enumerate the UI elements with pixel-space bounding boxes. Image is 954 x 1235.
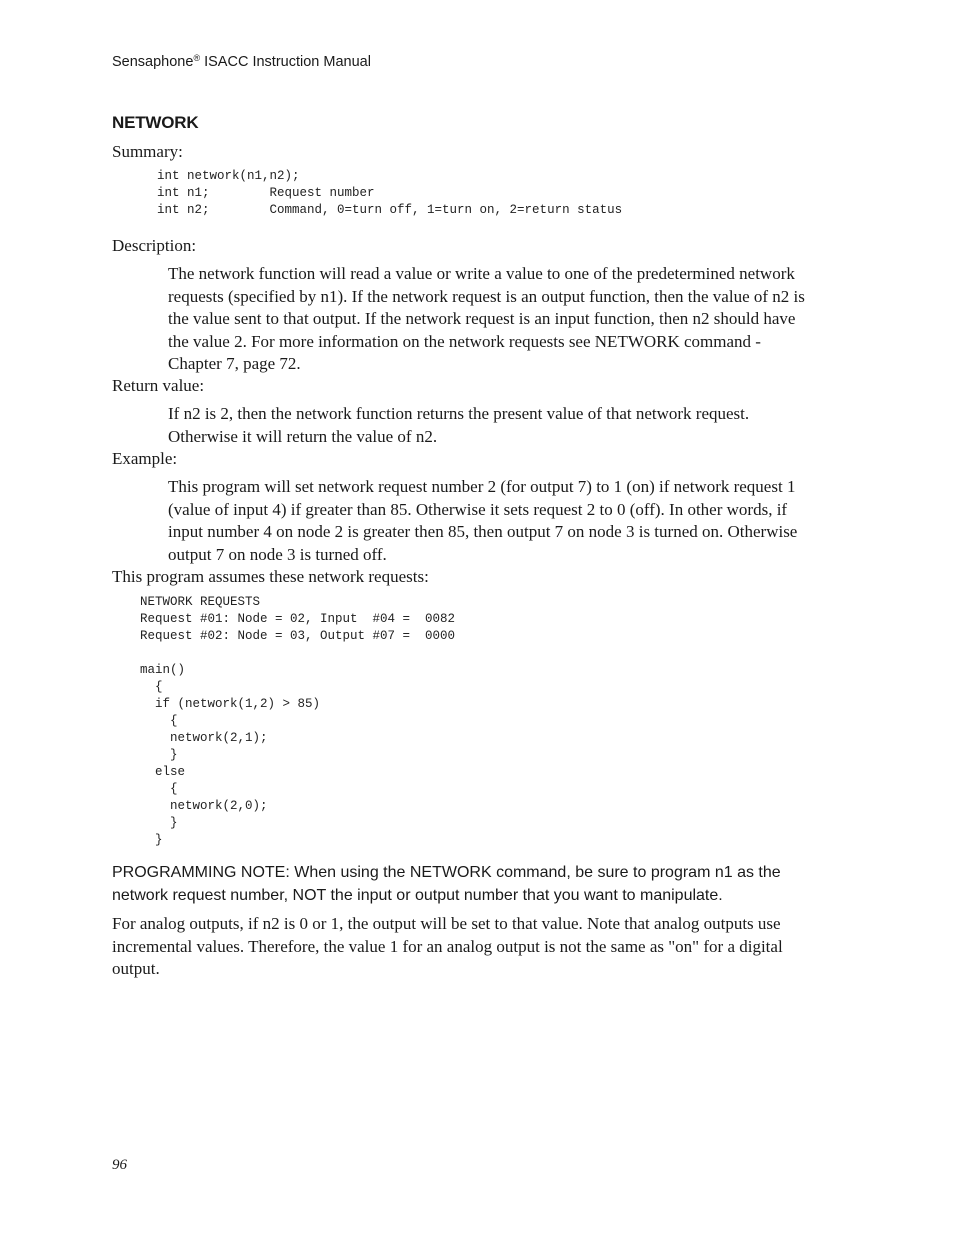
summary-label: Summary: xyxy=(112,142,183,161)
summary-code: int network(n1,n2); int n1; Request number int n2; Command, 0=turn off, 1=turn on, 2=return status xyxy=(157,169,623,217)
description-text: The network function will read a value or write a value to one of the predetermined network requests (specified by n1). If the network request is an output function, then the value of n2 is the value sent to that output. If the network request is an input function, then n2 should have the value 2. For more information on the network requests see NETWORK command - Chapter 7, page 72. xyxy=(168,264,805,373)
running-header xyxy=(112,53,371,70)
return-value-label: Return value: xyxy=(112,376,205,395)
analog-note: For analog outputs, if n2 is 0 or 1, the output will be set to that value. Note that analog outputs use incremental values. Therefore, the value 1 for an analog output is not the same as "on" for a digital output. xyxy=(112,914,783,978)
description-label: Description: xyxy=(112,236,197,255)
page-number: 96 xyxy=(112,1157,127,1173)
section-title: NETWORK xyxy=(112,113,199,132)
example-code: NETWORK REQUESTS Request #01: Node = 02, Input #04 = 0082 Request #02: Node = 03, Output #07 = 0000 main() { if (network(1,2) > 85) { network(2,1); } else { network(2,0); } } xyxy=(140,595,456,847)
example-text: This program will set network request number 2 (for output 7) to 1 (on) if network request 1 (value of input 4) if greater than 85. Otherwise it sets request 2 to 0 (off). In other words, if input number 4 on node 2 is greater then 85, then output 7 on node 3 is turned on. Otherwise output 7 on node 3 is turned off. xyxy=(168,477,798,564)
return-value-text: If n2 is 2, then the network function returns the present value of that network request. Otherwise it will return the value of n2. xyxy=(168,404,750,446)
programming-note: PROGRAMMING NOTE: When using the NETWORK command, be sure to program n1 as the network request number, NOT the input or output number that you want to manipulate. xyxy=(112,864,781,904)
example-assumes-text: This program assumes these network requests: xyxy=(112,567,429,586)
header-brand: Sensaphone xyxy=(112,54,194,70)
header-manual-title: ISACC Instruction Manual xyxy=(200,54,371,70)
example-label: Example: xyxy=(112,449,178,468)
registered-mark: ® xyxy=(193,53,201,63)
